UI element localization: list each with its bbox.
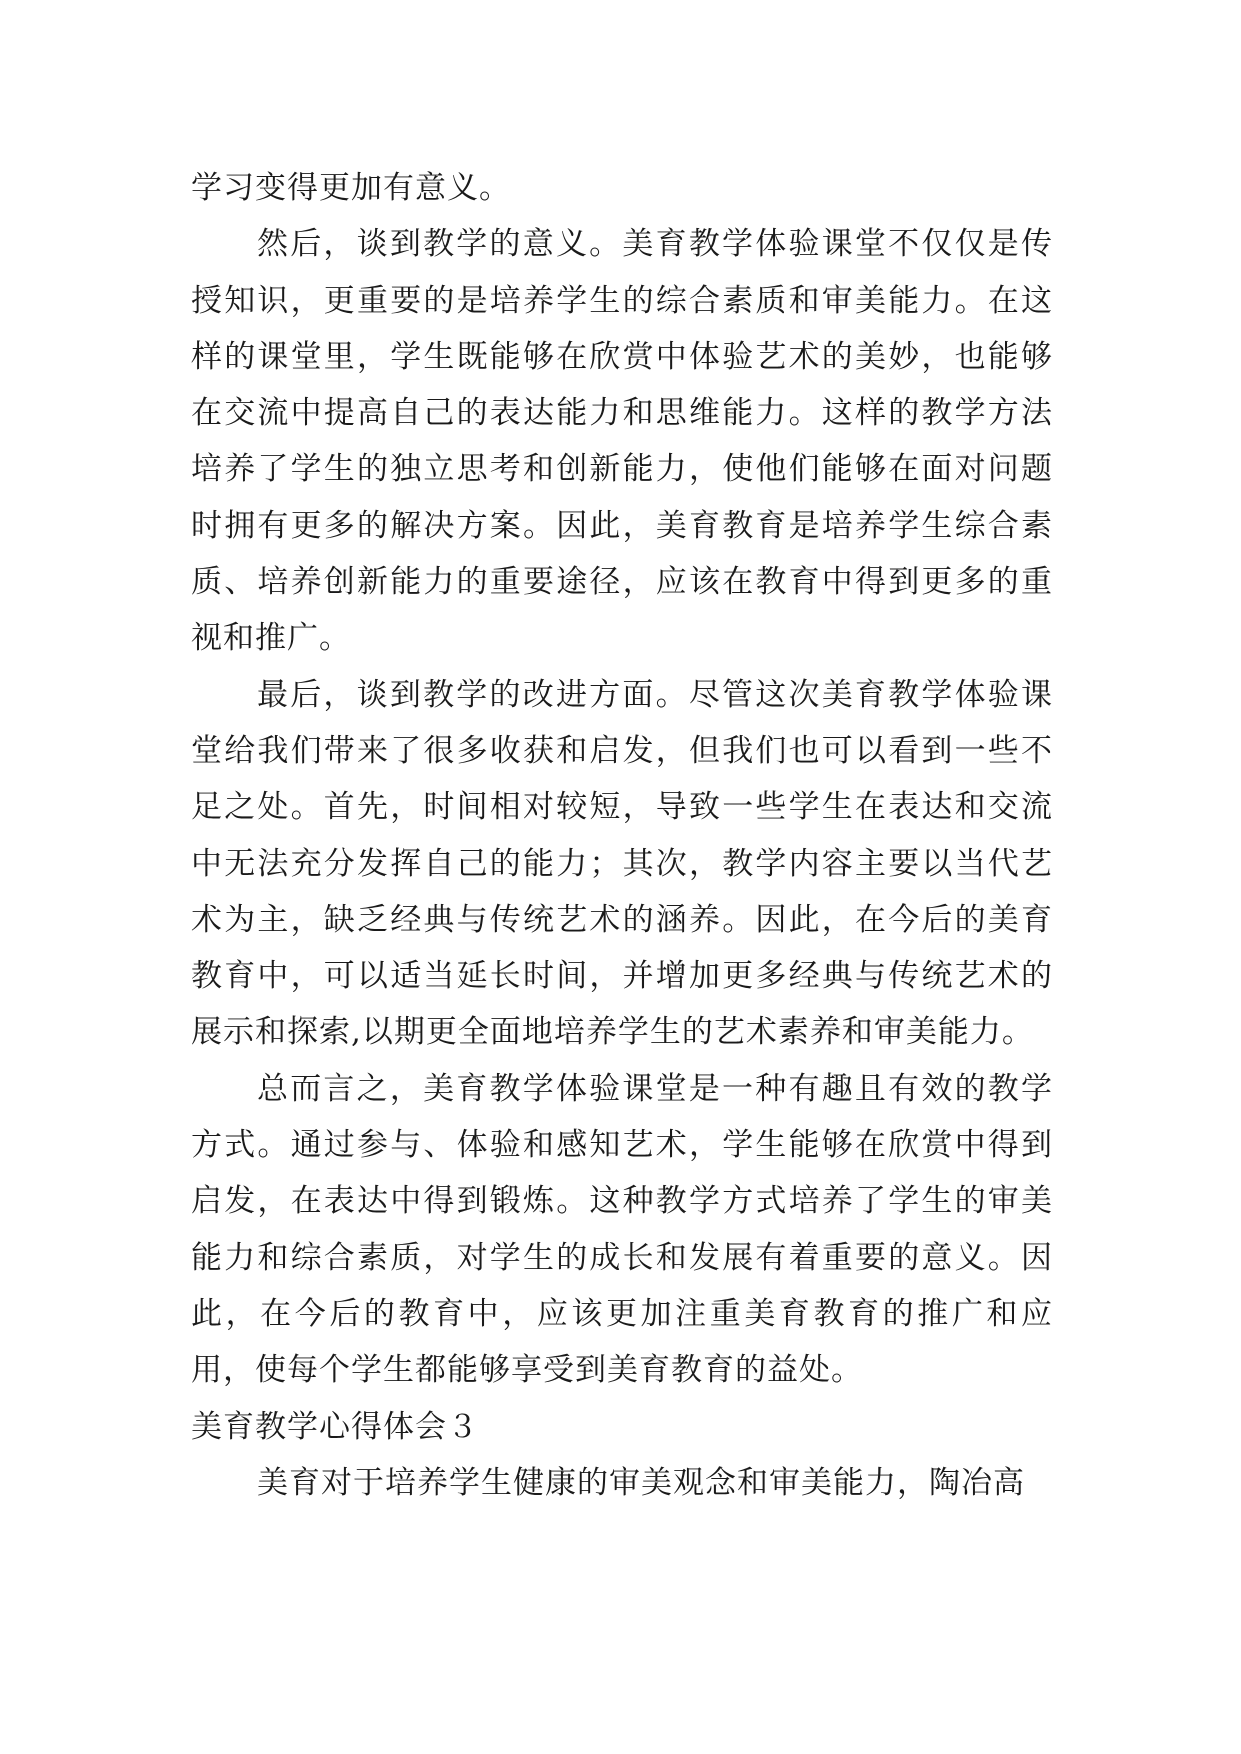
document-body [191,160,1053,1511]
paragraph-teaching-meaning: 然后，谈到教学的意义。美育教学体验课堂不仅仅是传授知识，更重要的是培养学生的综合素质和审美能力。在这样的课堂里，学生既能够在欣赏中体验艺术的美妙，也能够在交流中提高自己的表达能力和思维能力。这样的教学方法培养了学生的独立思考和创新能力，使他们能够在面对问题时拥有更多的解决方案。因此，美育教育是培养学生综合素质、培养创新能力的重要途径，应该在教育中得到更多的重视和推广。 [191,226,1053,657]
paragraph-teaching-improvement: 最后，谈到教学的改进方面。尽管这次美育教学体验课堂给我们带来了很多收获和启发，但我们也可以看到一些不足之处。首先，时间相对较短，导致一些学生在表达和交流中无法充分发挥自己的能力；其次，教学内容主要以当代艺术为主，缺乏经典与传统艺术的涵养。因此，在今后的美育教育中，可以适当延长时间，并增加更多经典与传统艺术的展示和探索,以期更全面地培养学生的艺术素养和审美能力。 [191,676,1053,1051]
paragraph-conclusion: 总而言之，美育教学体验课堂是一种有趣且有效的教学方式。通过参与、体验和感知艺术，学生能够在欣赏中得到启发，在表达中得到锻炼。这种教学方式培养了学生的审美能力和综合素质，对学生的成长和发展有着重要的意义。因此，在今后的教育中，应该更加注重美育教育的推广和应用，使每个学生都能够享受到美育教育的益处。 [191,1070,1053,1389]
paragraph-section-3-intro: 美育对于培养学生健康的审美观念和审美能力，陶冶高 [257,1464,1025,1501]
paragraph-continuation: 学习变得更加有意义。 [191,170,511,206]
section-heading: 美育教学心得体会３ [191,1408,479,1445]
